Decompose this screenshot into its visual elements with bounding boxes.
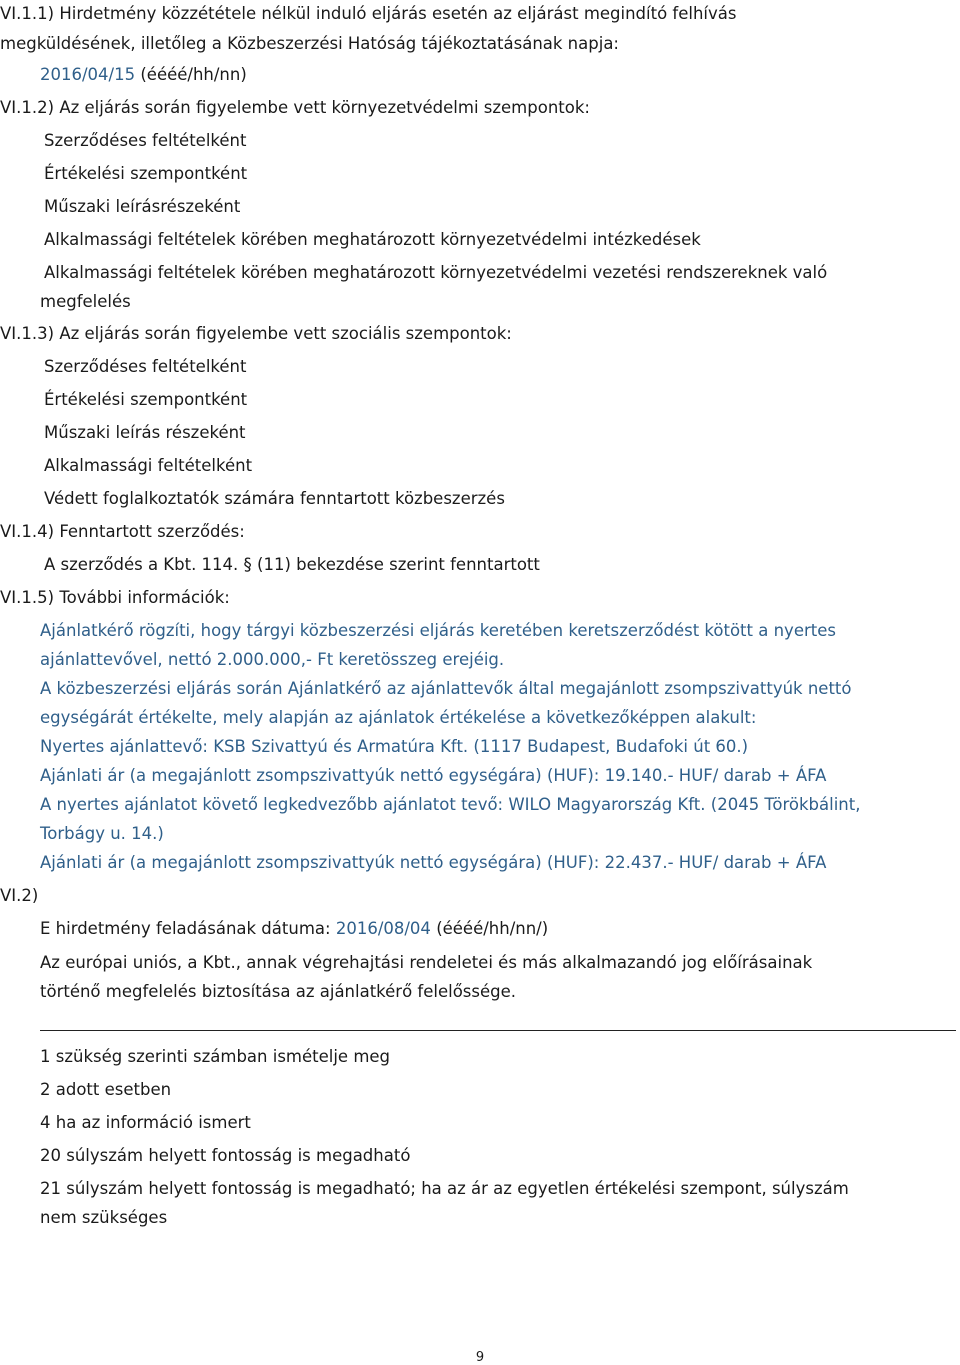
info-line: A nyertes ajánlatot követő legkedvezőbb ajánlatot tevő: WILO Magyarország Kft. (2045 Törökbálint, (40, 795, 861, 814)
notice-date-label: E hirdetmény feladásának dátuma: (40, 919, 331, 938)
social-item: Szerződéses feltételként (44, 357, 247, 376)
vi-1-3-heading: VI.1.3) Az eljárás során figyelembe vett szociális szempontok: (0, 324, 512, 343)
notice-date-format: (éééé/hh/nn/) (436, 919, 549, 938)
vi-1-4-heading: VI.1.4) Fenntartott szerződés: (0, 522, 245, 541)
info-line: Ajánlati ár (a megajánlott zsompszivattyúk nettó egységára) (HUF): 22.437.- HUF/ darab + ÁFA (40, 853, 827, 872)
vi-2-heading: VI.2) (0, 886, 39, 905)
footnote: 1 szükség szerinti számban ismételje meg (40, 1047, 391, 1066)
social-item: Értékelési szempontként (44, 390, 248, 409)
env-item: Értékelési szempontként (44, 164, 248, 183)
info-line: A közbeszerzési eljárás során Ajánlatkérő az ajánlattevők által megajánlott zsompszivattyúk nettó (40, 679, 852, 698)
env-item: Műszaki leírásrészeként (44, 197, 241, 216)
responsibility-line1: Az európai uniós, a Kbt., annak végrehajtási rendeletei és más alkalmazandó jog előírásainak (40, 953, 813, 972)
vi-1-1-date-line (40, 64, 247, 86)
env-item: Alkalmassági feltételek körében meghatározott környezetvédelmi vezetési rendszereknek való (44, 263, 828, 282)
social-item: Védett foglalkoztatók számára fenntartott közbeszerzés (44, 489, 505, 508)
footnote-divider (40, 1030, 956, 1031)
info-line: Torbágy u. 14.) (40, 824, 164, 843)
footnote: 21 súlyszám helyett fontosság is megadható; ha az ár az egyetlen értékelési szempont, súlyszám (40, 1179, 849, 1198)
responsibility-line2: történő megfelelés biztosítása az ajánlatkérő felelőssége. (40, 982, 517, 1001)
vi-1-1-line1: VI.1.1) Hirdetmény közzététele nélkül induló eljárás esetén az eljárást megindító felhívás (0, 4, 737, 23)
vi-1-1-line2: megküldésének, illetőleg a Közbeszerzési Hatóság tájékoztatásának napja: (0, 34, 619, 53)
vi-1-5-heading: VI.1.5) További információk: (0, 588, 230, 607)
env-item-continuation: megfelelés (40, 292, 131, 311)
date-format: (éééé/hh/nn) (140, 65, 247, 84)
env-item: Alkalmassági feltételek körében meghatározott környezetvédelmi intézkedések (44, 230, 701, 249)
footnote: 20 súlyszám helyett fontosság is megadható (40, 1146, 411, 1165)
info-line: egységárát értékelte, mely alapján az ajánlatok értékelése a következőképpen alakult: (40, 708, 757, 727)
dispatch-date: 2016/04/15 (40, 65, 136, 84)
info-line: Ajánlatkérő rögzíti, hogy tárgyi közbeszerzési eljárás keretében keretszerződést kötött a nyertes (40, 621, 836, 640)
env-item: Szerződéses feltételként (44, 131, 247, 150)
info-line: Nyertes ajánlattevő: KSB Szivattyú és Armatúra Kft. (1117 Budapest, Budafoki út 60.) (40, 737, 749, 756)
info-line: ajánlattevővel, nettó 2.000.000,- Ft keretösszeg erejéig. (40, 650, 505, 669)
notice-date: 2016/08/04 (335, 919, 431, 938)
info-line: Ajánlati ár (a megajánlott zsompszivattyúk nettó egységára) (HUF): 19.140.- HUF/ darab + ÁFA (40, 766, 827, 785)
social-item: Műszaki leírás részeként (44, 423, 246, 442)
vi-1-2-heading: VI.1.2) Az eljárás során figyelembe vett környezetvédelmi szempontok: (0, 98, 590, 117)
page-number: 9 (475, 1350, 485, 1365)
notice-date-line (40, 918, 548, 940)
footnote: 4 ha az információ ismert (40, 1113, 251, 1132)
footnote-continuation: nem szükséges (40, 1208, 168, 1227)
footnote: 2 adott esetben (40, 1080, 172, 1099)
reserved-contract-text: A szerződés a Kbt. 114. § (11) bekezdése szerint fenntartott (44, 555, 540, 574)
social-item: Alkalmassági feltételként (44, 456, 253, 475)
